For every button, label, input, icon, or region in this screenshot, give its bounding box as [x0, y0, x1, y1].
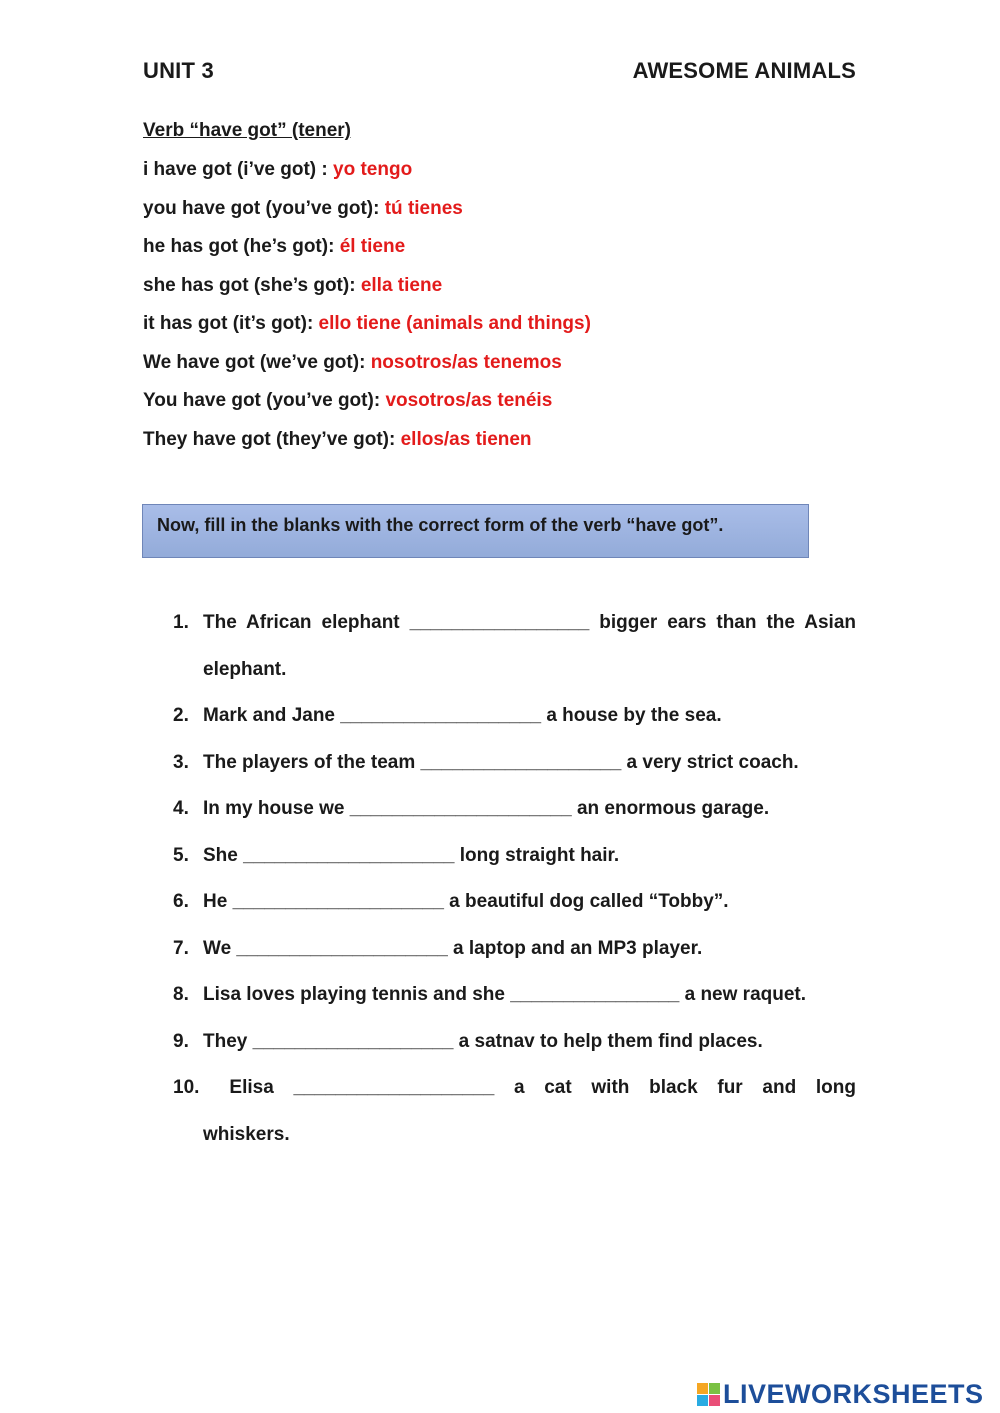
exercise-number: 8. [173, 984, 189, 1005]
logo-square [709, 1383, 720, 1394]
conjugation-spanish: ella tiene [360, 274, 443, 296]
liveworksheets-logo[interactable] [697, 1380, 984, 1408]
exercise-first-line [173, 1065, 856, 1112]
exercise-text: We ____________________ a laptop and an MP3 player. [203, 937, 703, 959]
exercise-text: They ___________________ a satnav to help them find places. [203, 1030, 763, 1052]
unit-label: UNIT 3 [143, 58, 214, 83]
exercise-item [173, 972, 856, 1019]
exercise-number: 10. [173, 1077, 200, 1098]
exercise-number: 4. [173, 798, 189, 819]
exercise-item [173, 786, 856, 833]
exercise-number: 5. [173, 844, 189, 866]
exercise-list [173, 600, 856, 1158]
grammar-title: Verb “have got” (tener) [143, 120, 351, 141]
exercise-number: 2. [173, 705, 189, 726]
exercise-item [173, 740, 856, 787]
conjugation-list [143, 157, 591, 465]
conjugation-item [143, 234, 591, 273]
conjugation-item [143, 273, 591, 312]
exercise-text: The African elephant _________________ bigger ears than the Asian elephant. [203, 612, 856, 680]
exercise-text: Lisa loves playing tennis and she ________________ a new raquet. [203, 984, 807, 1005]
conjugation-item [143, 427, 591, 466]
exercise-text: She ____________________ long straight hair. [203, 844, 620, 866]
logo-text: LIVEWORKSHEETS [723, 1379, 984, 1409]
logo-square [697, 1383, 708, 1394]
conjugation-spanish: nosotros/as tenemos [370, 351, 562, 373]
conjugation-english: she has got (she’s got): [143, 274, 361, 296]
page-header [143, 58, 856, 84]
logo-square [697, 1395, 708, 1406]
exercise-item [173, 1065, 856, 1158]
conjugation-english: it has got (it’s got): [143, 313, 319, 334]
exercise-item [173, 693, 856, 740]
instruction-box: Now, fill in the blanks with the correct form of the verb “have got”. [142, 504, 809, 558]
exercise-number: 3. [173, 751, 189, 773]
conjugation-english: i have got (i’ve got) : [143, 159, 334, 180]
exercise-text: He ____________________ a beautiful dog called “Tobby”. [203, 891, 729, 912]
conjugation-item [143, 196, 591, 235]
exercise-text: Mark and Jane ___________________ a house by the sea. [203, 705, 722, 726]
conjugation-english: They have got (they’ve got): [143, 428, 401, 450]
conjugation-english: you have got (you’ve got): [143, 197, 385, 219]
conjugation-item [143, 311, 591, 350]
exercise-item [173, 833, 856, 880]
conjugation-spanish: yo tengo [333, 159, 413, 180]
exercise-text-line2: whiskers. [203, 1123, 290, 1145]
exercise-number: 9. [173, 1030, 189, 1052]
conjugation-spanish: ellos/as tienen [400, 428, 532, 450]
logo-square [709, 1395, 720, 1406]
conjugation-item [143, 157, 591, 196]
conjugation-item [143, 350, 591, 389]
conjugation-english: he has got (he’s got): [143, 236, 340, 257]
conjugation-spanish: ello tiene (animals and things) [318, 313, 591, 334]
liveworksheets-logo-icon [697, 1383, 720, 1406]
exercise-text: The players of the team ___________________ a very strict coach. [203, 751, 799, 773]
conjugation-english: You have got (you’ve got): [143, 390, 386, 411]
exercise-text: In my house we _____________________ an enormous garage. [203, 798, 770, 819]
exercise-number: 1. [173, 612, 189, 633]
conjugation-spanish: vosotros/as tenéis [385, 390, 553, 411]
exercise-item [173, 600, 856, 693]
exercise-number: 7. [173, 937, 189, 959]
conjugation-item [143, 388, 591, 427]
conjugation-english: We have got (we’ve got): [143, 351, 371, 373]
exercise-item [173, 879, 856, 926]
exercise-item [173, 926, 856, 973]
conjugation-spanish: él tiene [339, 236, 406, 257]
unit-topic: AWESOME ANIMALS [632, 58, 856, 83]
exercise-item [173, 1019, 856, 1066]
exercise-number: 6. [173, 891, 189, 912]
exercise-text-line1: Elisa ___________________ a cat with black fur and long [229, 1077, 856, 1098]
conjugation-spanish: tú tienes [384, 197, 463, 219]
